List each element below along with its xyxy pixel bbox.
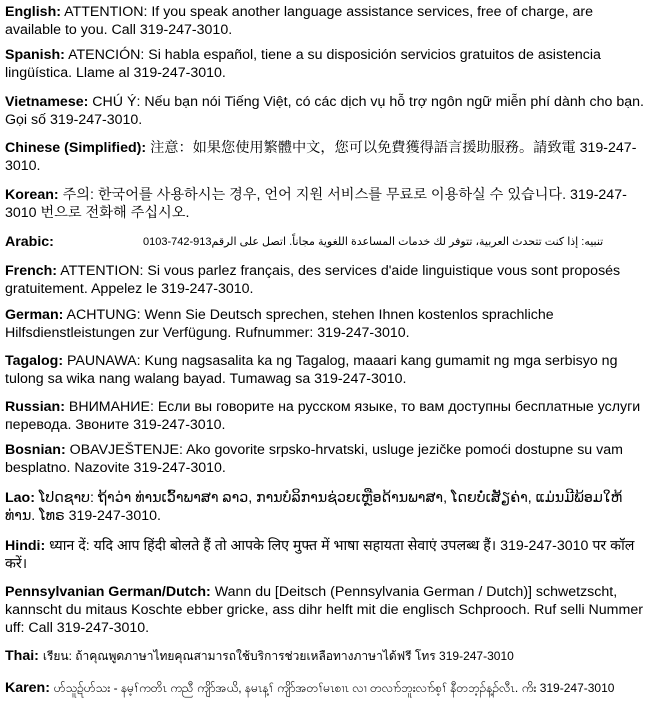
entry-spanish	[5, 46, 650, 82]
language-label: Hindi:	[5, 538, 46, 554]
notice-text: 주의: 한국어를 사용하시는 경우, 언어 지원 서비스를 무료로 이용하실 수 있습니다. 319-247-3010 번으로 전화해 주십시오.	[5, 187, 627, 221]
entry-russian	[5, 398, 650, 434]
notice-text: ATTENTION: If you speak another language assistance services, free of charge, are available to you. Call 319-247-3010.	[5, 4, 594, 38]
notice-text: ACHTUNG: Wenn Sie Deutsch sprechen, stehen Ihnen kostenlos sprachliche Hilfsdienstleistungen zur Verfügung. Rufnummer: 319-247-3010.	[5, 307, 554, 341]
language-label: Korean:	[5, 187, 59, 203]
notice-text: ध्यान दें: यदि आप हिंदी बोलते हैं तो आपके लिए मुफ्त में भाषा सहायता सेवाएं उपलब्ध हैं। 319-247-3010 पर कॉल करें।	[5, 538, 635, 572]
language-label: Bosnian:	[5, 442, 66, 458]
language-label: Lao:	[5, 490, 35, 506]
language-label: German:	[5, 307, 64, 323]
entry-arabic	[5, 233, 650, 253]
notice-text: Wann du [Deitsch (Pennsylvania German / Dutch)] schwetzscht, kannscht du mitaus Koschte ebber gricke, ass dihr helft mit die englisch Schprooch. Ruf selli Nummer uff: Call 319-247-3010.	[5, 584, 643, 636]
entry-german	[5, 306, 650, 342]
entry-lao	[5, 489, 650, 525]
entry-english	[5, 3, 650, 39]
notice-text: CHÚ Ý: Nếu bạn nói Tiếng Việt, có các dịch vụ hỗ trợ ngôn ngữ miễn phí dành cho bạn. Gọi số 319-247-3010.	[5, 94, 644, 128]
notice-text: ဟ်သူဍ်ဟ်သး - နမ့ၢ်ကတိၤ ကညီ ကျိာ်အယိ, နမၤန့ၢ် ကျိာ်အတၢ်မၤစၢၤ လၢ တလၢာ်ဘူးလၢာ်စ့ၢ် နီတဘ့ၣ်န့ၣ်လီၤ. ကိး 319-247-3010	[53, 681, 615, 695]
language-label: Tagalog:	[5, 353, 64, 369]
language-label: Arabic:	[5, 234, 54, 250]
language-label: Spanish:	[5, 47, 65, 63]
entry-vietnamese	[5, 93, 650, 129]
language-label: Russian:	[5, 399, 65, 415]
entry-bosnian	[5, 441, 650, 477]
entry-korean	[5, 186, 650, 222]
language-label: Vietnamese:	[5, 94, 89, 110]
language-label: French:	[5, 263, 58, 279]
language-label: English:	[5, 4, 61, 20]
notice-text: ໂປດຊາບ: ຖ້າວ່າ ທ່ານເວົ້າພາສາ ລາວ, ການບໍລິການຊ່ວຍເຫຼືອດ້ານພາສາ, ໂດຍບໍ່ເສັຽຄ່າ, ແມ່ນມີພ້ອມໃຫ້ທ່ານ. ໂທຣ 319-247-3010.	[5, 490, 623, 524]
language-label: Karen:	[5, 680, 50, 696]
entry-french	[5, 262, 650, 298]
notice-text: ATTENTION: Si vous parlez français, des services d'aide linguistique vous sont proposés gratuitement. Appelez le 319-247-3010.	[5, 263, 621, 297]
notice-text: OBAVJEŠTENJE: Ako govorite srpsko-hrvatski, usluge jezičke pomoći dostupne su vam besplatno. Nazovite 319-247-3010.	[5, 442, 623, 476]
entry-karen	[5, 679, 650, 697]
notice-text: PAUNAWA: Kung nagsasalita ka ng Tagalog, maaari kang gumamit ng mga serbisyo ng tulong sa wika nang walang bayad. Tumawag sa 319-247-3010.	[5, 353, 618, 387]
notice-text: ATENCIÓN: Si habla español, tiene a su disposición servicios gratuitos de asistencia lingüística. Llame al 319-247-3010.	[5, 47, 601, 81]
entry-hindi	[5, 537, 650, 573]
entry-tagalog	[5, 352, 650, 388]
notice-text: ВНИМАНИЕ: Если вы говорите на русском языке, то вам доступны бесплатные услуги перевода. Звоните 319-247-3010.	[5, 399, 641, 433]
notice-text: เรียน: ถ้าคุณพูดภาษาไทยคุณสามารถใช้บริการช่วยเหลือทางภาษาได้ฟรี โทร 319-247-3010	[42, 649, 514, 663]
language-label: Chinese (Simplified):	[5, 140, 147, 156]
entry-pennsylvanian-german	[5, 583, 650, 637]
language-label: Pennsylvanian German/Dutch:	[5, 584, 211, 600]
notice-text: تنبيه: إذا كنت تتحدث العربية، تتوفر لك خدمات المساعدة اللغوية مجاناً. اتصل على الرقم319-247-3010	[143, 236, 604, 248]
entry-thai	[5, 647, 650, 665]
language-label: Thai:	[5, 648, 39, 664]
entry-chinese	[5, 139, 650, 175]
notice-text: 注意：如果您使用繁體中文，您可以免費獲得語言援助服務。請致電 319-247-3010.	[5, 140, 637, 174]
